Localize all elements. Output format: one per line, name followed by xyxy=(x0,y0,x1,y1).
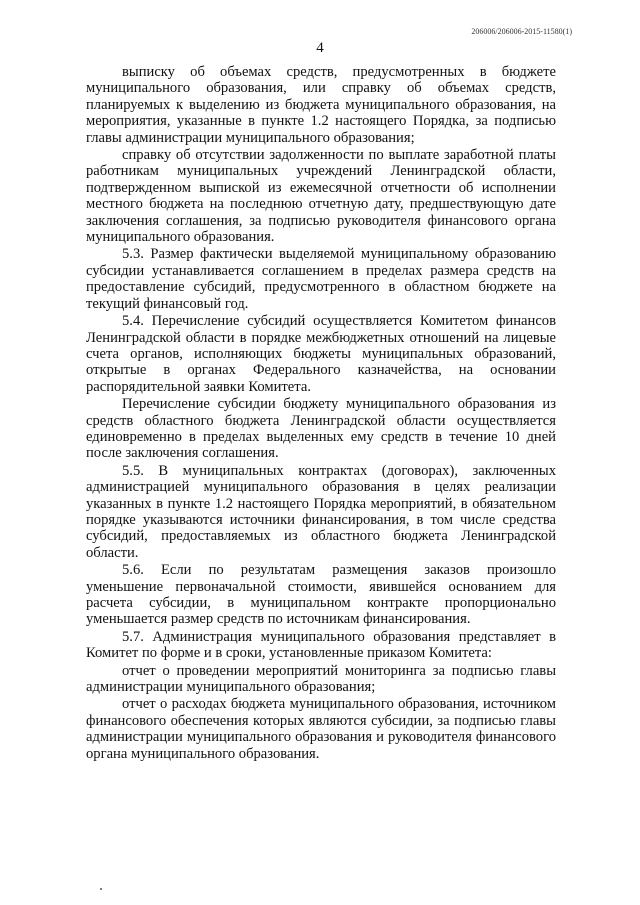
scan-speck xyxy=(100,888,102,890)
paragraph-5-5: 5.5. В муниципальных контрактах (договорах), заключенных администрацией муниципального образования в целях реализации указанных в пункте 1.2 настоящего Порядка мероприятий, в обязательном порядке указываются источники финансирования, в том числе средства субсидий, предоставляемых из областного бюджета Ленинградской области. xyxy=(86,462,556,561)
paragraph-5-7: 5.7. Администрация муниципального образования представляет в Комитет по форме и в сроки, установленные приказом Комитета: xyxy=(86,628,556,662)
paragraph-otchet-monitoring: отчет о проведении мероприятий мониторинга за подписью главы администрации муниципального образования; xyxy=(86,662,556,696)
paragraph-perechislenie: Перечисление субсидии бюджету муниципального образования из средств областного бюджета Ленинградской области осуществляется единовременно в пределах выделенных ему средств в течение 10 дней после заключения соглашения. xyxy=(86,396,556,462)
paragraph-5-4: 5.4. Перечисление субсидий осуществляется Комитетом финансов Ленинградской области в порядке межбюджетных отношений на лицевые счета органов, исполняющих бюджеты муниципальных образований, открытые в органах Федерального казначейства, на основании распорядительной заявки Комитета. xyxy=(86,313,556,395)
document-id: 206006/206006-2015-11580(1) xyxy=(471,27,572,36)
paragraph-5-6: 5.6. Если по результатам размещения заказов произошло уменьшение первоначальной стоимости, явившейся основанием для расчета субсидии, в муниципальном контракте пропорционально уменьшается размер средств по источникам финансирования. xyxy=(86,562,556,628)
paragraph-vypiska: выписку об объемах средств, предусмотренных в бюджете муниципального образования, или справку об объемах средств, планируемых к выделению из бюджета муниципального образования, на мероприятия, указанные в пункте 1.2 настоящего Порядка, за подписью главы администрации муниципального образования; xyxy=(86,64,556,146)
document-body xyxy=(86,64,556,763)
paragraph-5-3: 5.3. Размер фактически выделяемой муниципальному образованию субсидии устанавливается соглашением в пределах размера средств на предоставление субсидий, предусмотренного в областном бюджете на текущий финансовый год. xyxy=(86,246,556,312)
paragraph-spravka: справку об отсутствии задолженности по выплате заработной платы работникам муниципальных учреждений Ленинградской области, подтвержденном выпиской из ежемесячной отчетности об исполнении местного бюджета на последнюю отчетную дату, предшествующую дате заключения соглашения, за подписью руководителя финансового органа муниципального образования. xyxy=(86,147,556,246)
paragraph-otchet-raskhody: отчет о расходах бюджета муниципального образования, источником финансового обеспечения которых являются субсидии, за подписью главы администрации муниципального образования и руководителя финансового органа муниципального образования. xyxy=(86,696,556,762)
page-number: 4 xyxy=(316,40,324,56)
